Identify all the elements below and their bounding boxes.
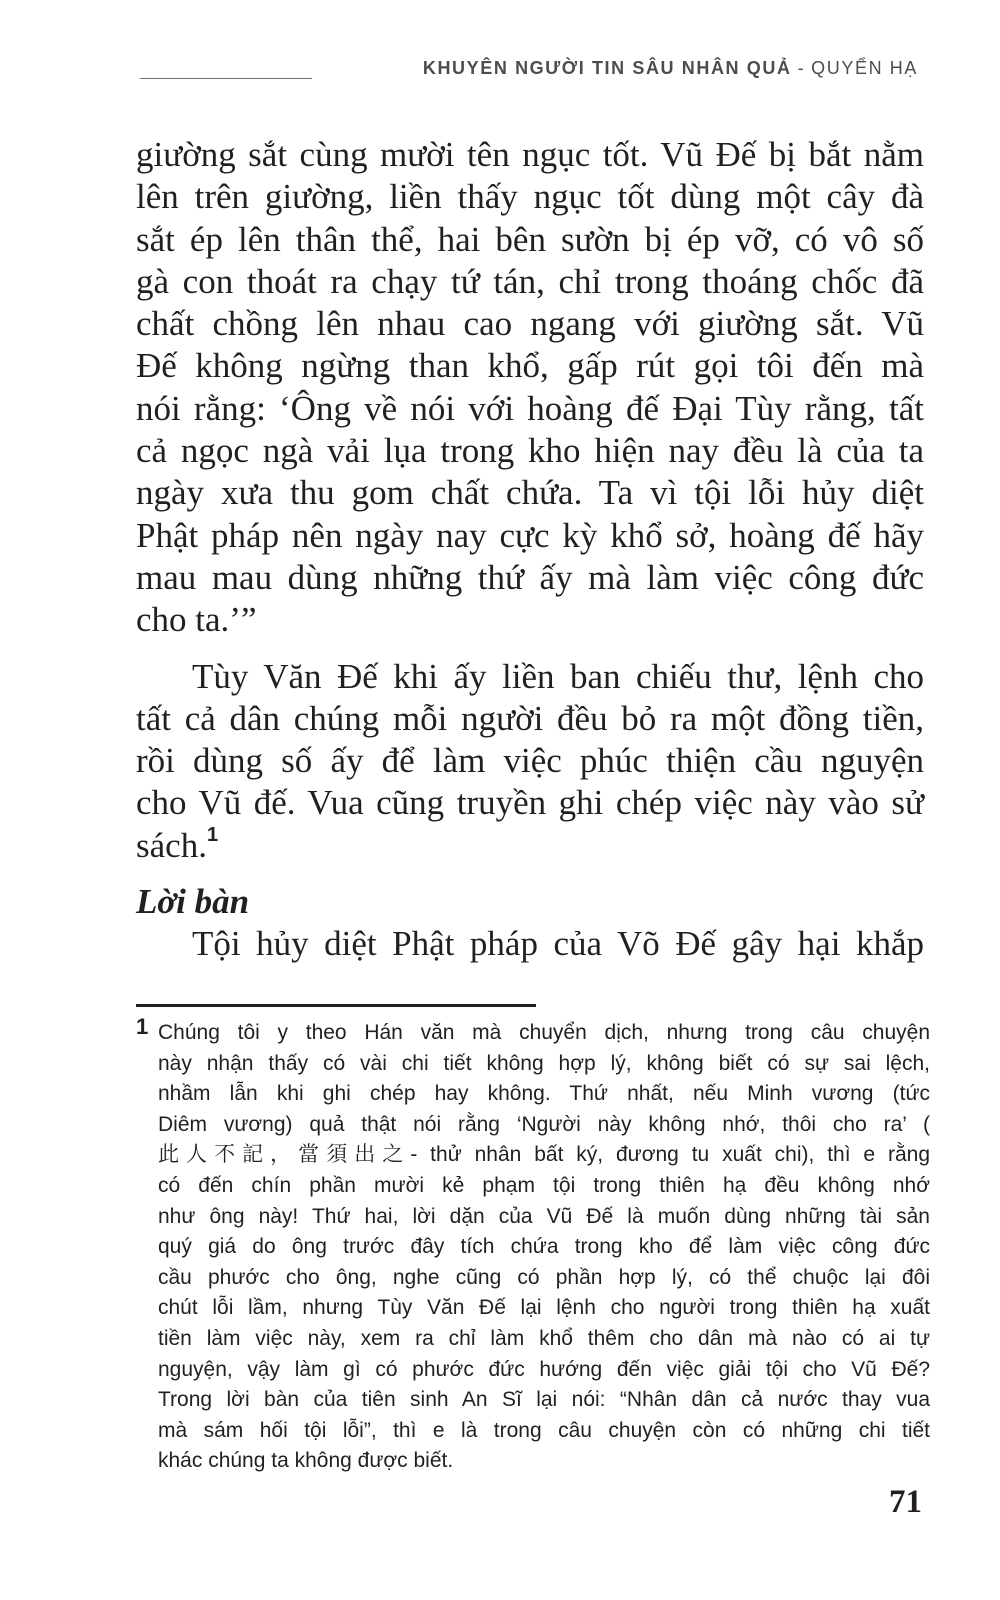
text-line: sắt ép lên thân thể, hai bên sườn bị ép vỡ, có vô số [136, 219, 924, 259]
footnote-rule [136, 1004, 536, 1007]
text-line: nói rằng: ‘Ông về nói với hoàng đế Đại Tùy rằng, tất [136, 388, 924, 428]
text-line: Tội hủy diệt Phật pháp của Võ Đế gây hại khắp [192, 924, 924, 964]
text-line: Phật pháp nên ngày nay cực kỳ khổ sở, hoàng đế hãy [136, 515, 924, 555]
text-line: ngày xưa thu gom chất chứa. Ta vì tội lỗi hủy diệt [136, 473, 924, 513]
subheading-text: Lời bàn [136, 882, 250, 922]
text-fragment: sách. [136, 825, 207, 865]
paragraph-3 [136, 923, 924, 965]
volume-label: QUYỂN HẠ [811, 58, 918, 78]
footnote-line: này nhận thấy có vài chi tiết không hợp lý, không biết có sự sai lệch, [158, 1051, 930, 1075]
paragraph-1 [136, 134, 924, 642]
footnote-line: Chúng tôi y theo Hán văn mà chuyển dịch, nhưng trong câu chuyện [158, 1021, 930, 1044]
text-line: giường sắt cùng mười tên ngục tốt. Vũ Đế bị bắt nằm [136, 135, 924, 174]
footnote-line: cầu phước cho ông, nghe cũng có phần hợp lý, có thể chuộc lại đôi [158, 1265, 930, 1289]
footnote-line: Trong lời bàn của tiên sinh An Sĩ lại nói: “Nhân dân cả nước thay vua [158, 1388, 930, 1412]
footnote [136, 1014, 930, 1477]
running-head [423, 58, 918, 79]
text-line: mau mau dùng những thứ ấy mà làm việc công đức [136, 557, 924, 597]
footnote-line: 此人不記，當須出之- thử nhân bất ký, đương tu xuất chi), thì e rằng [158, 1143, 930, 1167]
footnote-line: tiền làm việc này, xem ra chỉ làm khổ thêm cho dân mà nào có ai tự [158, 1326, 930, 1350]
page-number: 71 [889, 1484, 922, 1520]
book-title: KHUYÊN NGƯỜI TIN SÂU NHÂN QUẢ [422, 58, 792, 78]
text-line: cho ta.’” [136, 600, 257, 640]
text-line: lên trên giường, liền thấy ngục tốt dùng một cây đà [136, 177, 924, 217]
footnote-line: như ông này! Thứ hai, lời dặn của Vũ Đế là muốn dùng những tài sản [158, 1204, 930, 1228]
paragraph-2 [136, 656, 924, 867]
subheading-loi-ban [136, 881, 924, 923]
footnote-reference[interactable]: 1 [206, 823, 219, 846]
header-separator: - [797, 58, 806, 78]
body-text [136, 134, 924, 966]
footnote-line: mà sám hối tội lỗi”, thì e là trong câu chuyện còn có những chi tiết [158, 1418, 930, 1442]
text-line: cho Vũ đế. Vua cũng truyền ghi chép việc này vào sử [136, 783, 924, 823]
footnote-number: 1 [136, 1014, 149, 1039]
footnote-line: có đến chín phần mười kẻ phạm tội trong thiên hạ đều không nhớ [158, 1173, 930, 1197]
text-line [136, 825, 924, 867]
footnote-line: Diêm vương) quả thật nói rằng ‘Người này không nhớ, thôi cho ra’ ( [158, 1112, 930, 1136]
footnote-line: chút lỗi lầm, nhưng Tùy Văn Đế lại lệnh cho người trong thiên hạ xuất [158, 1296, 930, 1320]
footnote-line: nhầm lẫn khi ghi chép hay không. Thứ nhất, nếu Minh vương (tức [158, 1082, 930, 1106]
text-line: Đế không ngừng than khổ, gấp rút gọi tôi đến mà [136, 346, 924, 386]
text-line: chất chồng lên nhau cao ngang với giường sắt. Vũ [136, 304, 924, 344]
text-line: gà con thoát ra chạy tứ tán, chỉ trong thoáng chốc đã [136, 261, 924, 301]
footnote-line: khác chúng ta không được biết. [158, 1449, 454, 1473]
text-line: cả ngọc ngà vải lụa trong kho hiện nay đều là của ta [136, 431, 924, 471]
text-line: Tùy Văn Đế khi ấy liền ban chiếu thư, lệnh cho [192, 656, 924, 696]
footnote-line: quý giá do ông trước đây tích chứa trong kho để làm việc công đức [158, 1235, 930, 1259]
header-rule [140, 78, 312, 79]
text-line: tất cả dân chúng mỗi người đều bỏ ra một đồng tiền, [136, 698, 924, 738]
text-line: rồi dùng số ấy để làm việc phúc thiện cầu nguyện [136, 741, 924, 781]
footnote-line: nguyện, vậy làm gì có phước đức hướng đến việc giải tội cho Vũ Đế? [158, 1357, 930, 1381]
